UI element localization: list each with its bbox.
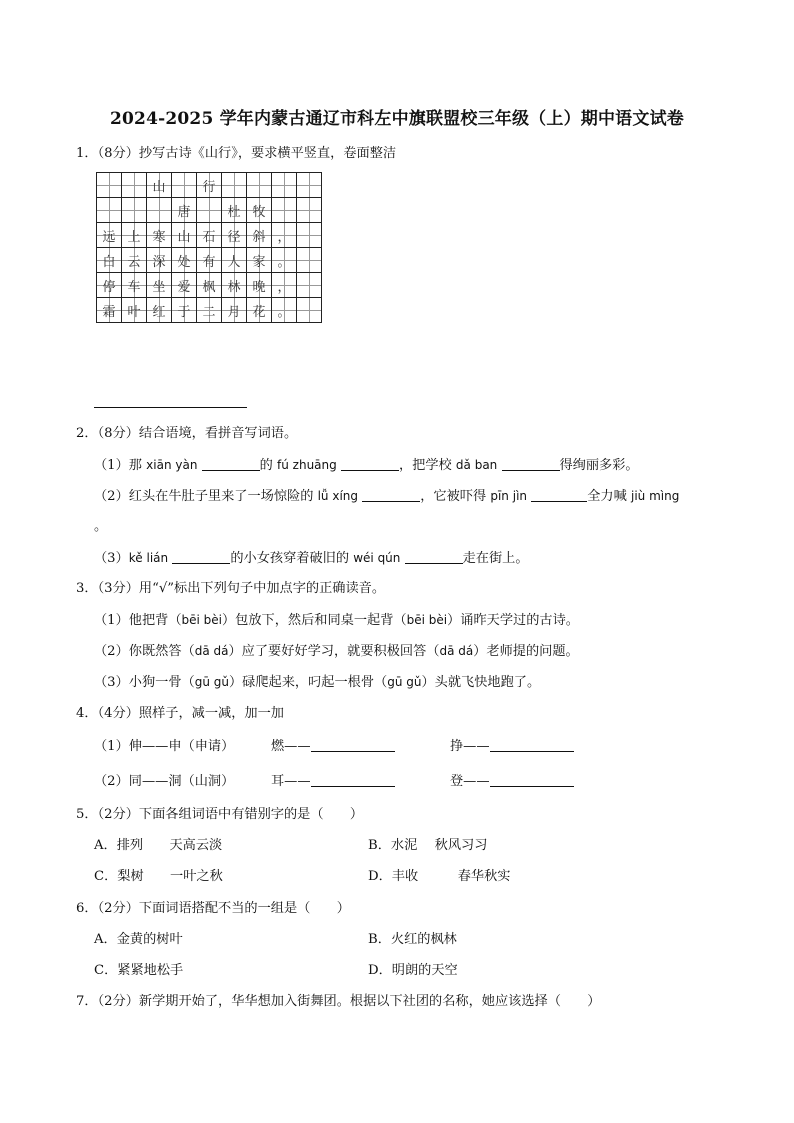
pinyin: wéi qún <box>353 551 401 565</box>
question-4-row-2-item-2: 登—— <box>450 773 574 791</box>
question-2-stem: 2．（8分）结合语境，看拼音写词语。 <box>76 426 298 441</box>
question-5-option-d[interactable]: D．丰收 春华秋实 <box>368 869 511 884</box>
grid-cell[interactable]: ， <box>272 223 297 248</box>
pinyin-choice[interactable]: bēi bèi <box>406 613 448 627</box>
grid-cell[interactable]: 深 <box>147 248 172 273</box>
pinyin: xiān yàn <box>146 458 198 472</box>
grid-cell[interactable]: 停 <box>97 273 122 298</box>
question-3-stem: 3．（3分）用“√”标出下列句子中加点字的正确读音。 <box>76 581 386 596</box>
grid-cell[interactable] <box>297 173 322 198</box>
question-4-row-1-example: （1）伸——申（申请） <box>94 739 235 754</box>
grid-cell[interactable]: 。 <box>272 248 297 273</box>
question-4-row-1-item-2: 挣—— <box>450 738 574 756</box>
grid-cell[interactable] <box>297 223 322 248</box>
answer-blank[interactable] <box>311 774 395 787</box>
pinyin-choice[interactable]: dā dá <box>194 644 229 658</box>
pinyin: kě lián <box>128 551 169 565</box>
grid-cell[interactable]: 月 <box>222 298 247 323</box>
grid-cell[interactable] <box>197 198 222 223</box>
question-3-item-2: （2）你既然答（dā dá）应了要好好学习，就要积极回答（dā dá）老师提的问题。 <box>94 644 579 659</box>
grid-cell[interactable] <box>297 298 322 323</box>
grid-cell[interactable]: ， <box>272 273 297 298</box>
question-2-item-2-end: 。 <box>94 519 108 534</box>
grid-cell[interactable]: 上 <box>122 223 147 248</box>
answer-blank[interactable] <box>531 489 587 502</box>
answer-blank[interactable] <box>490 739 574 752</box>
grid-cell[interactable]: 牧 <box>247 198 272 223</box>
grid-cell[interactable]: 家 <box>247 248 272 273</box>
grid-row <box>97 273 322 298</box>
grid-cell[interactable]: 坐 <box>147 273 172 298</box>
grid-cell[interactable]: 山 <box>172 223 197 248</box>
grid-cell[interactable]: 寒 <box>147 223 172 248</box>
pinyin: lǚ xíng <box>317 489 359 503</box>
question-4-row-2-item-1: 耳—— <box>271 773 395 791</box>
question-3-item-1: （1）他把背（bēi bèi）包放下，然后和同桌一起背（bēi bèi）诵昨天学过的古诗。 <box>94 613 579 628</box>
grid-cell[interactable]: 石 <box>197 223 222 248</box>
grid-row <box>97 248 322 273</box>
question-6-option-b[interactable]: B．火红的枫林 <box>368 932 457 947</box>
grid-cell[interactable]: 霜 <box>97 298 122 323</box>
grid-cell[interactable]: 斜 <box>247 223 272 248</box>
question-4-row-1-item-1: 燃—— <box>271 738 395 756</box>
grid-cell[interactable] <box>122 198 147 223</box>
grid-cell[interactable]: 远 <box>97 223 122 248</box>
grid-cell[interactable]: 有 <box>197 248 222 273</box>
grid-cell[interactable]: 叶 <box>122 298 147 323</box>
question-5-stem: 5．（2分）下面各组词语中有错别字的是（ ） <box>76 807 364 822</box>
answer-blank[interactable] <box>362 489 420 502</box>
grid-cell[interactable]: 枫 <box>197 273 222 298</box>
question-6-stem: 6．（2分）下面词语搭配不当的一组是（ ） <box>76 901 350 916</box>
question-6-option-c[interactable]: C．紧紧地松手 <box>94 963 184 978</box>
question-5-option-a[interactable]: A．排列 天高云淡 <box>94 838 223 853</box>
answer-blank[interactable] <box>311 739 395 752</box>
grid-cell[interactable]: 红 <box>147 298 172 323</box>
grid-cell[interactable] <box>97 198 122 223</box>
question-2-item-1: （1）那 xiān yàn 的 fú zhuāng ，把学校 dǎ ban 得绚丽多彩。 <box>94 458 639 473</box>
grid-cell[interactable]: 处 <box>172 248 197 273</box>
grid-cell[interactable]: 行 <box>197 173 222 198</box>
pinyin: fú zhuāng <box>277 458 337 472</box>
answer-separator-line <box>94 407 247 408</box>
pinyin: dǎ ban <box>455 458 498 472</box>
grid-cell[interactable] <box>297 248 322 273</box>
grid-cell[interactable]: 径 <box>222 223 247 248</box>
question-5-option-b[interactable]: B．水泥 秋风习习 <box>368 838 488 853</box>
grid-row <box>97 223 322 248</box>
answer-blank[interactable] <box>341 458 399 471</box>
grid-cell[interactable]: 白 <box>97 248 122 273</box>
grid-cell[interactable] <box>272 198 297 223</box>
grid-cell[interactable] <box>172 173 197 198</box>
grid-row <box>97 198 322 223</box>
grid-cell[interactable] <box>147 198 172 223</box>
question-4-stem: 4．（4分）照样子，减一减，加一加 <box>76 706 284 721</box>
grid-cell[interactable]: 杜 <box>222 198 247 223</box>
pinyin-choice[interactable]: dā dá <box>439 644 474 658</box>
grid-row <box>97 173 322 198</box>
question-7-stem: 7．（2分）新学期开始了，华华想加入街舞团。根据以下社团的名称，她应该选择（ ） <box>76 994 601 1009</box>
exam-title: 2024-2025 学年内蒙古通辽市科左中旗联盟校三年级（上）期中语文试卷 <box>109 109 684 129</box>
pinyin-choice[interactable]: gū gǔ <box>194 675 229 689</box>
question-5-option-c[interactable]: C．梨树 一叶之秋 <box>94 869 223 884</box>
grid-cell[interactable]: 人 <box>222 248 247 273</box>
pinyin: jiù mìng <box>630 489 680 503</box>
grid-cell[interactable]: 。 <box>272 298 297 323</box>
question-4-row-2-example: （2）同——洞（山洞） <box>94 774 235 789</box>
question-1-stem: 1．（8分）抄写古诗《山行》，要求横平竖直，卷面整洁 <box>76 146 397 161</box>
grid-cell[interactable]: 山 <box>147 173 172 198</box>
answer-blank[interactable] <box>202 458 260 471</box>
answer-blank[interactable] <box>405 551 463 564</box>
pinyin-choice[interactable]: bēi bèi <box>181 613 222 627</box>
question-2-item-2: （2）红头在牛肚子里来了一场惊险的 lǚ xíng ，它被吓得 pīn jìn 全力喊 jiù mìng <box>94 489 680 504</box>
question-3-item-3: （3）小狗一骨（gū gǔ）碌爬起来，叼起一根骨（gū gǔ）头就飞快地跑了。 <box>94 675 541 690</box>
grid-row <box>97 298 322 323</box>
grid-cell[interactable] <box>247 173 272 198</box>
grid-cell[interactable] <box>297 273 322 298</box>
grid-cell[interactable]: 于 <box>172 298 197 323</box>
answer-blank[interactable] <box>502 458 560 471</box>
grid-cell[interactable]: 云 <box>122 248 147 273</box>
grid-cell[interactable]: 二 <box>197 298 222 323</box>
grid-cell[interactable] <box>97 173 122 198</box>
question-6-option-a[interactable]: A．金黄的树叶 <box>94 932 183 947</box>
grid-cell[interactable]: 林 <box>222 273 247 298</box>
question-6-option-d[interactable]: D．明朗的天空 <box>368 963 458 978</box>
grid-cell[interactable]: 花 <box>247 298 272 323</box>
grid-cell[interactable]: 唐 <box>172 198 197 223</box>
pinyin-choice[interactable]: gū gǔ <box>387 675 422 689</box>
grid-cell[interactable] <box>297 198 322 223</box>
grid-cell[interactable] <box>122 173 147 198</box>
grid-cell[interactable]: 车 <box>122 273 147 298</box>
pinyin: pīn jìn <box>490 489 528 503</box>
answer-blank[interactable] <box>172 551 230 564</box>
grid-cell[interactable]: 爱 <box>172 273 197 298</box>
grid-cell[interactable] <box>222 173 247 198</box>
question-2-item-3: （3）kě lián 的小女孩穿着破旧的 wéi qún 走在街上。 <box>94 551 529 566</box>
grid-cell[interactable]: 晚 <box>247 273 272 298</box>
poem-writing-grid <box>96 172 322 323</box>
grid-cell[interactable] <box>272 173 297 198</box>
answer-blank[interactable] <box>490 774 574 787</box>
